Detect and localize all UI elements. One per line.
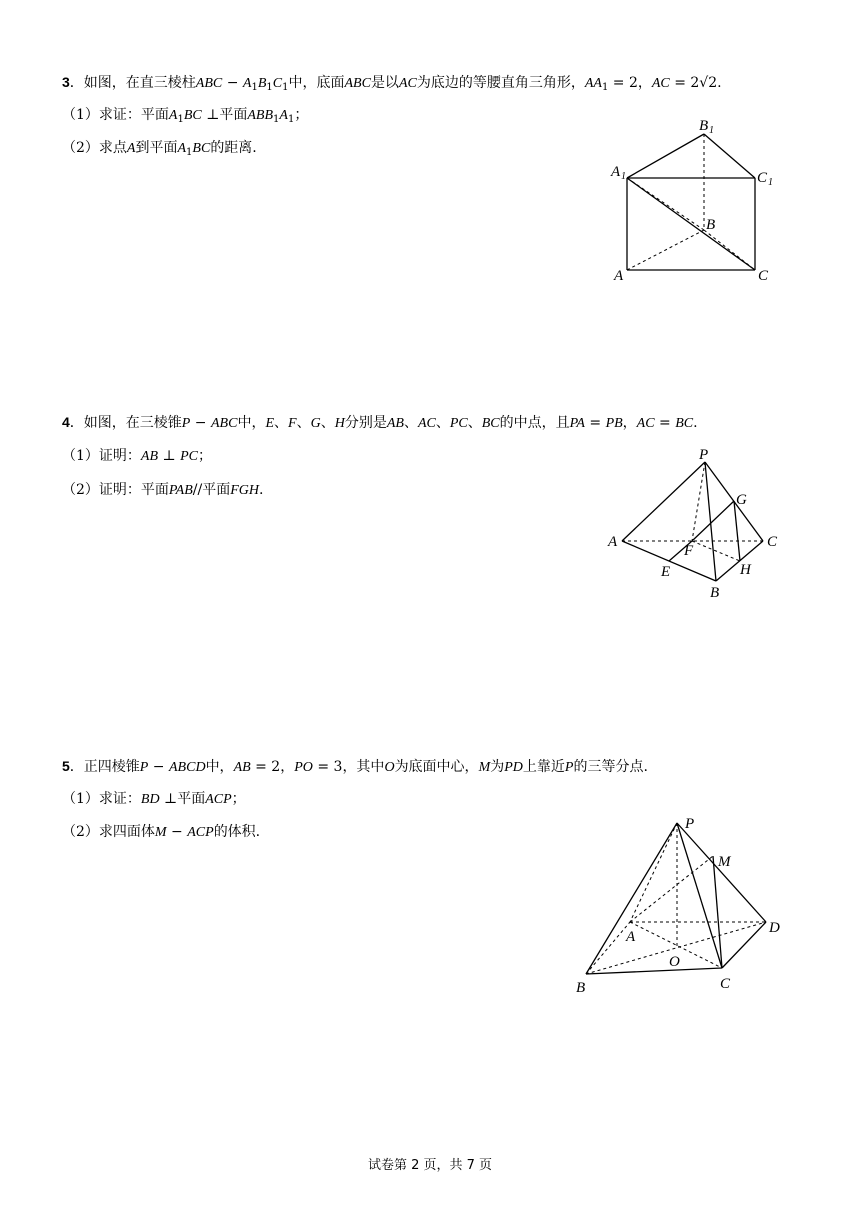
svg-text:A: A	[608, 534, 618, 550]
svg-text:B: B	[706, 217, 716, 233]
q3-prism-figure	[600, 112, 790, 292]
svg-text:C: C	[757, 170, 768, 186]
q4-stem: 4．如图，在三棱锥P − ABC中，E、F、G、H分别是AB、AC、PC、BC的中点，且PA = PB，AC = BC.	[62, 414, 698, 431]
svg-text:1: 1	[709, 125, 714, 136]
svg-text:P: P	[685, 816, 695, 832]
svg-text:B: B	[710, 585, 720, 601]
svg-text:H: H	[740, 562, 751, 578]
q4-part2: （2）证明：平面PAB//平面FGH.	[62, 482, 264, 498]
q5-stem: 5．正四棱锥P − ABCD中，AB = 2，PO = 3，其中O为底面中心，M为PD上靠近P的三等分点.	[62, 758, 648, 775]
q5-number: 5	[62, 758, 70, 774]
svg-text:G: G	[736, 492, 747, 508]
svg-text:P: P	[699, 447, 709, 463]
svg-text:F: F	[684, 543, 694, 559]
svg-text:B: B	[576, 980, 586, 996]
q3-part2: （2）求点A到平面$A_1BC$的距离.	[62, 140, 257, 158]
q3-part1: （1）求证：平面$A_1BC$ ⊥平面$ABB_1A_1$；	[62, 107, 309, 125]
svg-text:C: C	[720, 976, 731, 992]
page-footer: 试卷第 2 页，共 7 页	[367, 1158, 493, 1173]
q4-pyramid-figure	[600, 442, 790, 602]
q4-number: 4	[62, 414, 70, 430]
svg-text:M: M	[718, 854, 731, 870]
q5-part1: （1）求证：BD ⊥平面ACP；	[62, 791, 246, 807]
svg-text:C: C	[767, 534, 778, 550]
svg-text:A: A	[614, 268, 624, 284]
q5-part2: （2）求四面体M − ACP的体积.	[62, 824, 261, 840]
svg-text:D: D	[769, 920, 780, 936]
q3-number: 3	[62, 74, 70, 90]
svg-text:O: O	[669, 954, 680, 970]
svg-text:E: E	[661, 564, 671, 580]
svg-text:B: B	[699, 118, 709, 134]
q4-part1: （1）证明：AB ⊥ PC；	[62, 448, 212, 464]
q3-stem: 3．如图，在直三棱柱ABC − $A_1B_1C_1$中，底面ABC是以AC为底边的等腰直角三角形，$AA_1 = 2$，AC = 2√2.	[62, 74, 722, 93]
svg-text:1: 1	[768, 177, 773, 188]
svg-text:A: A	[611, 164, 621, 180]
svg-text:A: A	[626, 929, 636, 945]
q5-pyramid-figure	[570, 810, 790, 1000]
svg-text:1: 1	[621, 171, 626, 182]
svg-text:C: C	[758, 268, 769, 284]
